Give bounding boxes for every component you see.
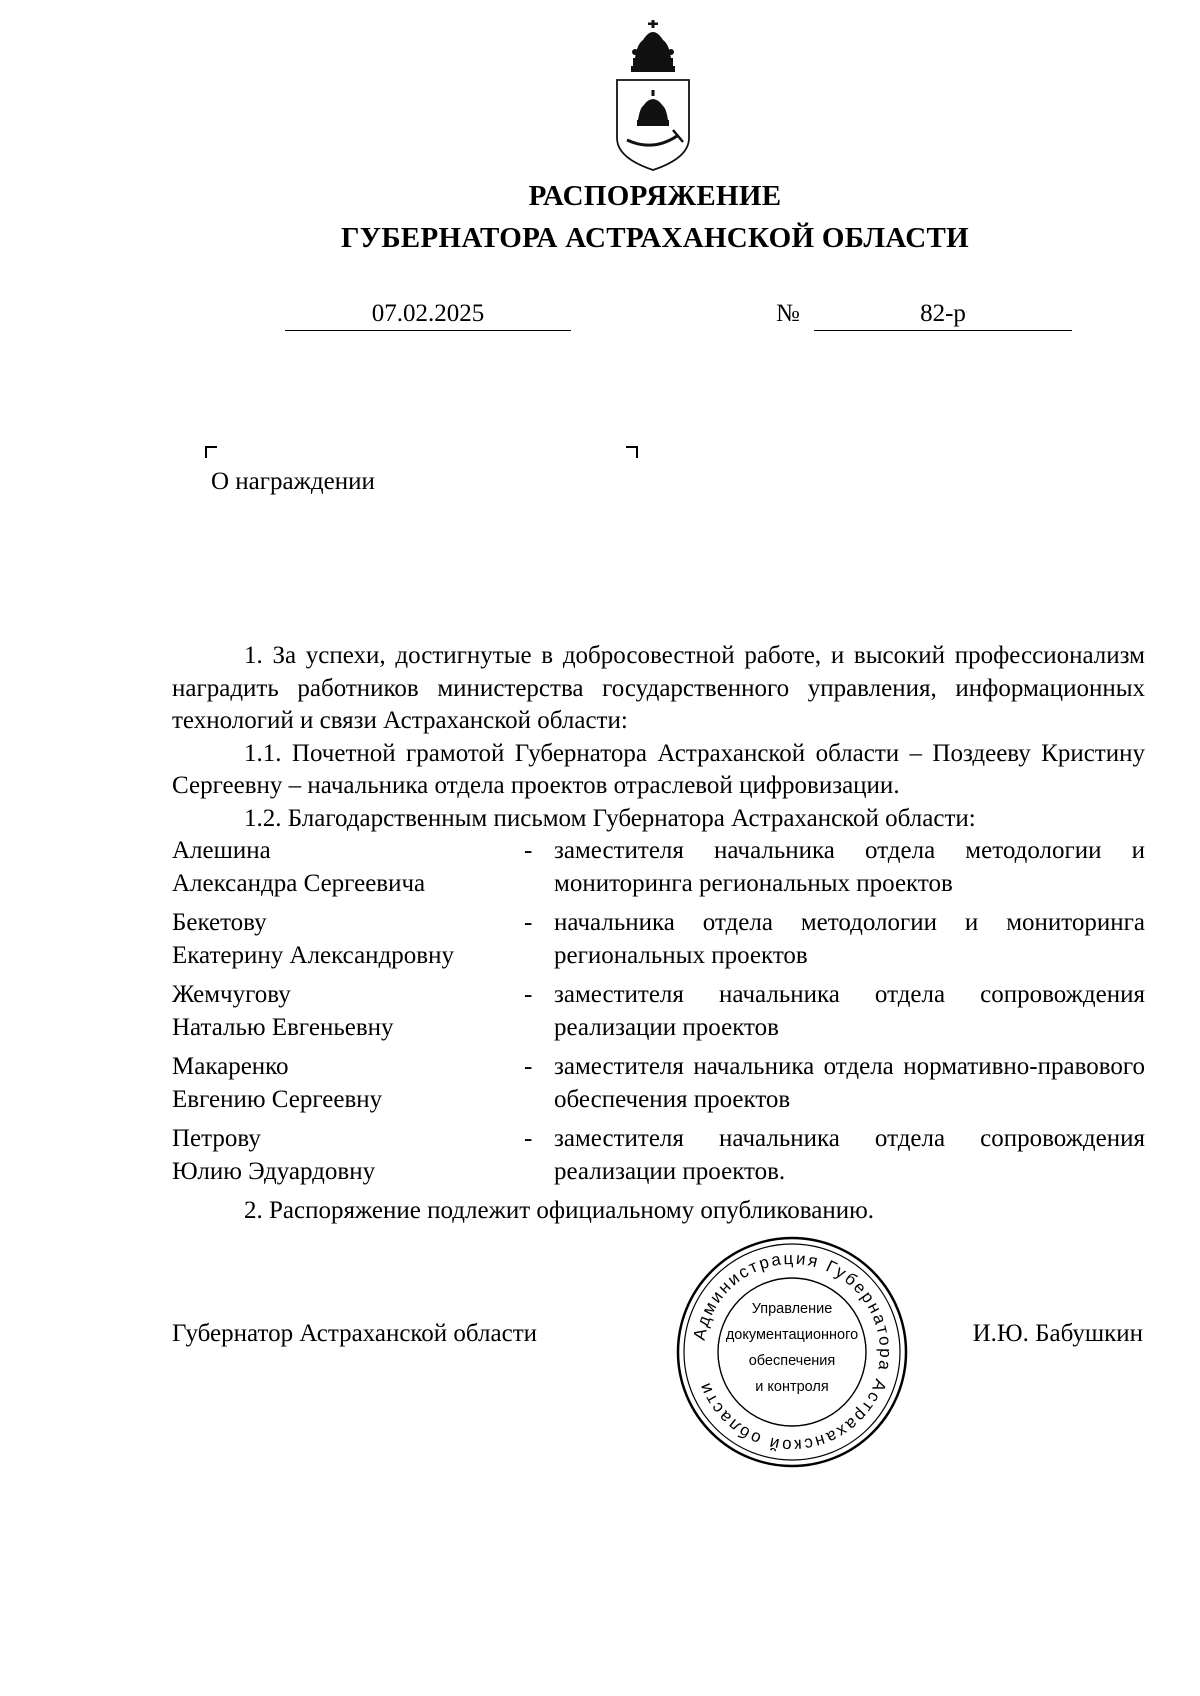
recipient-given-names: Александра Сергеевича <box>172 869 426 897</box>
recipient-given-names: Наталью Евгеньевну <box>172 1013 394 1041</box>
recipient-dash: - <box>524 837 533 864</box>
recipient-position: заместителя начальника отдела сопровождения реализации проектов <box>554 981 1145 1041</box>
seal-ring-text: Администрация Губернатора Астраханской области <box>689 1248 896 1456</box>
document-subject: О награждении <box>211 468 375 495</box>
recipient-row <box>172 979 1145 1044</box>
document-body <box>172 640 1145 1228</box>
seal-center-line: документационного <box>725 1327 859 1343</box>
recipient-position: заместителя начальника отдела нормативно-правового обеспечения проектов <box>554 1053 1145 1113</box>
recipient-surname: Петрову <box>172 1125 261 1152</box>
number-label: № <box>776 300 800 327</box>
issuer-title: ГУБЕРНАТОРА АСТРАХАНСКОЙ ОБЛАСТИ <box>341 222 969 254</box>
subject-corner-right <box>626 446 638 458</box>
signatory-name: И.Ю. Бабушкин <box>972 1320 1143 1347</box>
seal-center-text <box>712 1296 872 1400</box>
seal-center-line: Управление <box>751 1301 833 1317</box>
recipient-row <box>172 1051 1145 1116</box>
paragraph-1-1: 1.1. Почетной грамотой Губернатора Астраханской области – Поздееву Кристину Сергеевну – начальника отдела проектов отраслевой цифровизации. <box>172 739 1145 799</box>
recipient-dash: - <box>524 1125 533 1152</box>
coat-of-arms-icon <box>613 18 693 173</box>
paragraph-2: 2. Распоряжение подлежит официальному опубликованию. <box>244 1197 875 1224</box>
document-date: 07.02.2025 <box>285 298 571 331</box>
recipient-dash: - <box>524 981 533 1008</box>
seal-center-line: и контроля <box>755 1379 829 1395</box>
recipient-given-names: Екатерину Александровну <box>172 941 454 969</box>
recipient-surname: Бекетову <box>172 909 267 936</box>
document-number: 82-р <box>814 298 1072 331</box>
recipient-position: заместителя начальника отдела сопровождения реализации проектов. <box>554 1125 1145 1185</box>
recipient-surname: Макаренко <box>172 1053 289 1080</box>
paragraph-1-2: 1.2. Благодарственным письмом Губернатора Астраханской области: <box>244 804 976 832</box>
recipients-list <box>172 835 1145 1188</box>
recipient-surname: Жемчугову <box>172 981 291 1008</box>
recipient-row <box>172 907 1145 972</box>
recipient-dash: - <box>524 909 533 936</box>
recipient-surname: Алешина <box>172 837 271 864</box>
document-type-title: РАСПОРЯЖЕНИЕ <box>528 180 782 212</box>
recipient-given-names: Евгению Сергеевну <box>172 1085 383 1113</box>
paragraph-1: 1. За успехи, достигнутые в добросовестной работе, и высокий профессионализм наградить работников министерства государственного управления, информационных технологий и связи Астраханской области: <box>172 642 1145 734</box>
signatory-position: Губернатор Астраханской области <box>172 1320 538 1347</box>
recipient-dash: - <box>524 1053 533 1080</box>
recipient-position: заместителя начальника отдела методологии и мониторинга региональных проектов <box>554 837 1145 897</box>
seal-center-line: обеспечения <box>748 1353 836 1369</box>
recipient-row <box>172 1123 1145 1188</box>
subject-corner-left <box>205 446 217 458</box>
recipient-position: начальника отдела методологии и мониторинга региональных проектов <box>554 909 1145 969</box>
recipient-given-names: Юлию Эдуардовну <box>172 1157 376 1185</box>
recipient-row <box>172 835 1145 900</box>
